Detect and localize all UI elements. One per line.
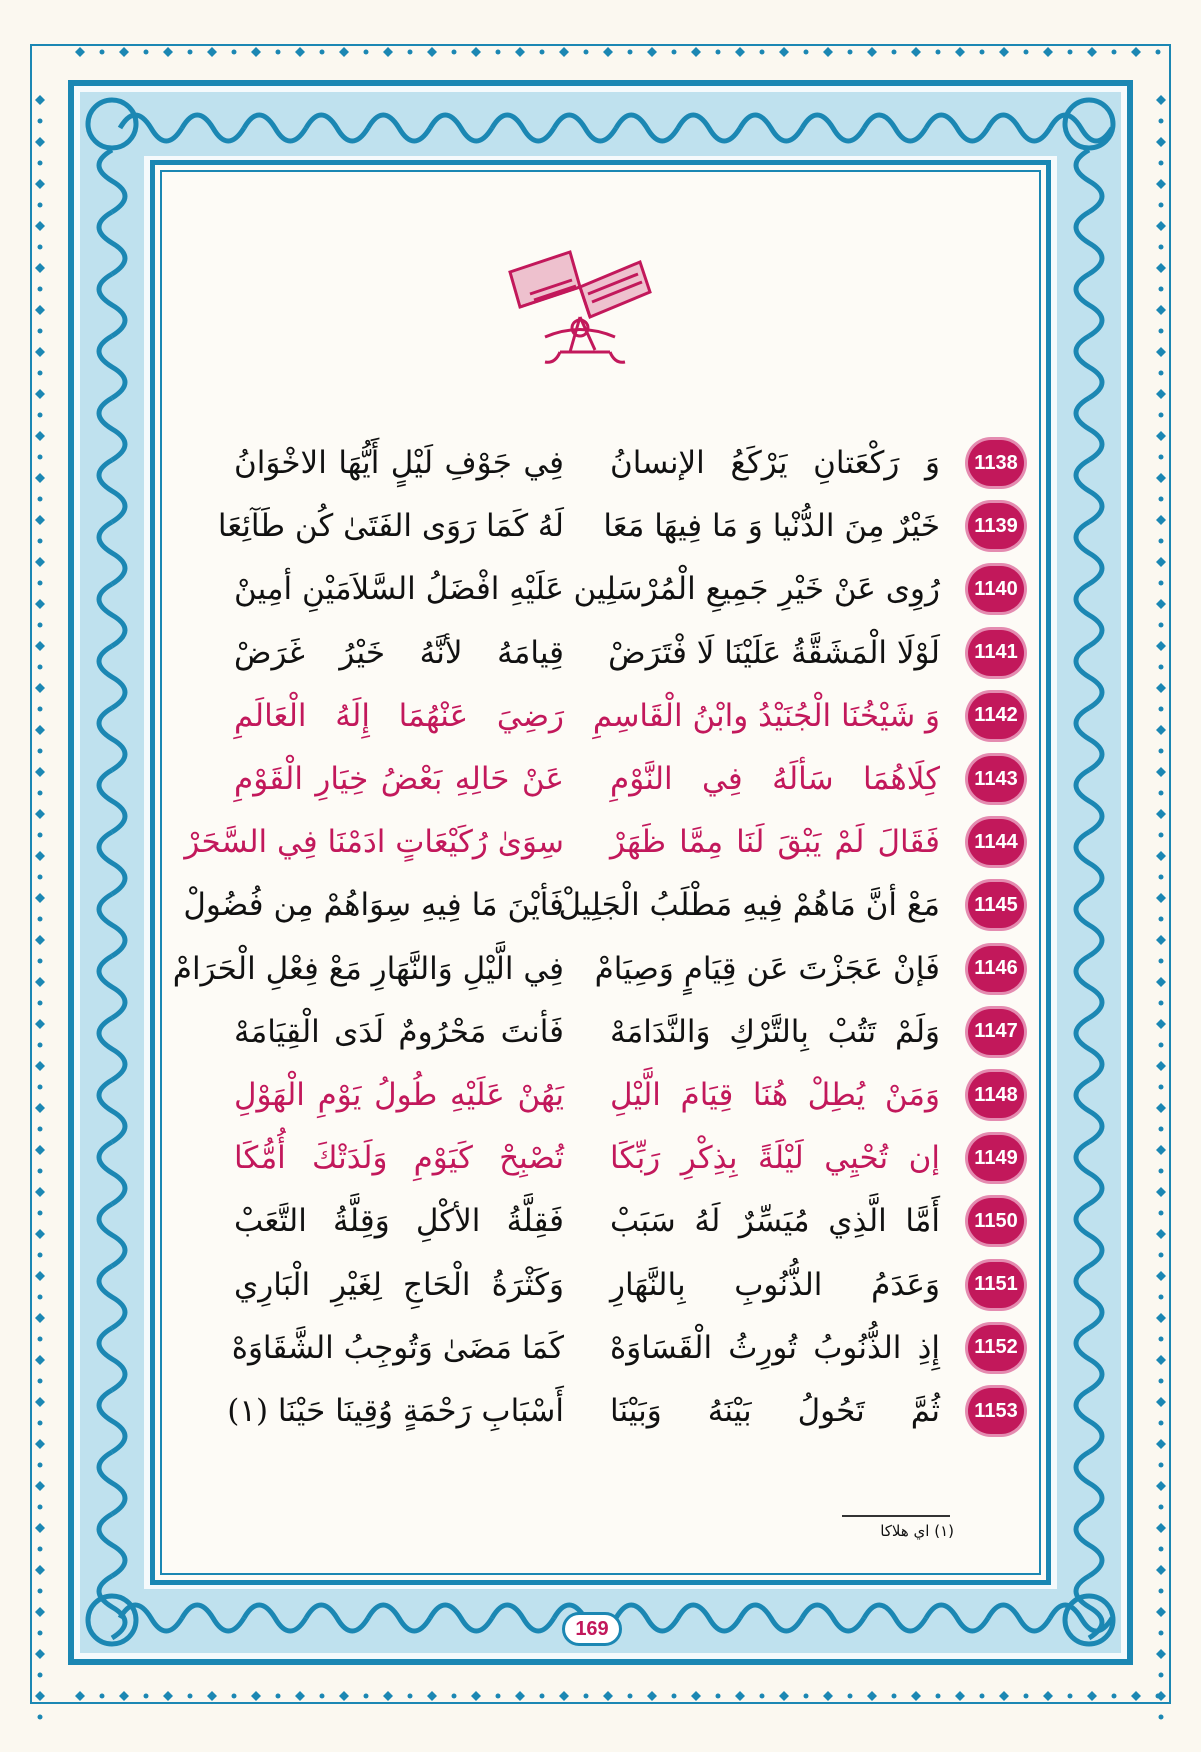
footnote: (١) اي هلاكا [880, 1522, 954, 1540]
verse-second-hemistich: تُصْبِحْ كَيَوْمِ وَلَدَتْكَ أُمُّكَا [234, 1140, 564, 1177]
verse-second-hemistich: فَقِلَّةُ الأكْلِ وَقِلَّةُ التَّعَبْ [234, 1203, 564, 1240]
verse-second-hemistich: سِوَىٰ رُكَيْعَاتٍ ادَمْنَا فِي السَّحَرْ [184, 824, 564, 861]
verse-number-badge: 1138 [968, 440, 1024, 486]
verse-number-badge: 1139 [968, 503, 1024, 549]
verse-first-hemistich: فَقَالَ لَمْ يَبْقَ لَنَا مِمَّا ظَهَرْ [610, 824, 940, 861]
verse-line [150, 1262, 1050, 1318]
verse-first-hemistich: فَإنْ عَجَزْتَ عَن قِيَامٍ وَصِيَامْ [594, 950, 940, 987]
verse-first-hemistich: رُوِى عَنْ خَيْرِ جَمِيعِ الْمُرْسَلِين [573, 571, 940, 608]
verse-line [150, 946, 1050, 1002]
verse-number-badge: 1150 [968, 1198, 1024, 1244]
verse-line [150, 1388, 1050, 1444]
verse-second-hemistich: وَكَثْرَةُ الْحَاجِ لِغَيْرِ الْبَارِي [234, 1266, 564, 1303]
verse-second-hemistich: فَأنتَ مَحْرُومٌ لَدَى الْقِيَامَهْ [234, 1013, 564, 1050]
verse-second-hemistich: عَنْ حَالِهِ بَعْضُ خِيَارِ الْقَوْمِ [234, 761, 564, 797]
verse-number-badge: 1147 [968, 1009, 1024, 1055]
verse-second-hemistich: عَلَيْهِ افْضَلُ السَّلاَمَيْنِ أمِينْ [233, 571, 564, 608]
verse-second-hemistich: لَهُ كَمَا رَوَى الفَتَىٰ كُن طَآئِعَا [217, 508, 564, 545]
verse-first-hemistich: إِذِ الذُّنُوبُ تُورِثُ الْقَسَاوَهْ [610, 1329, 940, 1366]
verse-first-hemistich: أَمَّا الَّذِي مُيَسِّرٌ لَهُ سَبَبْ [610, 1203, 940, 1240]
verse-line [150, 756, 1050, 812]
verse-first-hemistich: وَمَنْ يُطِلْ هُنَا قِيَامَ الَّيْلِ [610, 1077, 940, 1113]
verse-first-hemistich: لَوْلَا الْمَشَقَّةُ عَلَيْنَا لَا فْتَرَضْ [608, 634, 940, 671]
verse-line [150, 566, 1050, 622]
verse-number-badge: 1148 [968, 1072, 1024, 1118]
verse-first-hemistich: ثُمَّ تَحُولُ بَيْنَهُ وَبَيْنَا [610, 1393, 940, 1429]
verse-line [150, 693, 1050, 749]
verse-number-badge: 1146 [968, 946, 1024, 992]
verse-number-badge: 1141 [968, 630, 1024, 676]
verse-second-hemistich: قِيامَهُ لأنَّهُ خَيْرُ غَرَضْ [234, 634, 564, 671]
verse-second-hemistich: فِي الَّيْلِ وَالنَّهَارِ مَعْ فِعْلِ الْحَرَامْ [172, 950, 564, 987]
verse-second-hemistich: يَهُنْ عَلَيْهِ طُولُ يَوْمِ الْهَوْلِ [234, 1077, 564, 1113]
verse-first-hemistich: كِلَاهُمَا سَألَهُ فِي النَّوْمِ [610, 761, 940, 797]
verse-number-badge: 1143 [968, 756, 1024, 802]
verse-line [150, 1198, 1050, 1254]
verse-first-hemistich: وَعَدَمُ الذُّنُوبِ بِالنَّهَارِ [610, 1266, 940, 1303]
verse-line [150, 819, 1050, 875]
verse-line [150, 1009, 1050, 1065]
verse-number-badge: 1145 [968, 882, 1024, 928]
verse-line [150, 503, 1050, 559]
verse-number-badge: 1140 [968, 566, 1024, 612]
verse-first-hemistich: مَعْ أنَّ مَاهُمْ فِيهِ مَطْلَبُ الْجَلِيلْ [558, 887, 940, 924]
verse-second-hemistich: فِي جَوْفِ لَيْلٍ أَيُّهَا الاخْوَانُ [234, 445, 564, 481]
verse-second-hemistich: كَمَا مَضَىٰ وَتُوجِبُ الشَّقَاوَهْ [231, 1329, 564, 1366]
verse-first-hemistich: وَ شَيْخُنَا الْجُنَيْدُ وابْنُ الْقَاسِمِ [592, 697, 940, 734]
verse-first-hemistich: وَ رَكْعَتانِ يَرْكَعُ الإنسانُ [610, 445, 940, 481]
verse-second-hemistich: فَأيْنَ مَا فِيهِ سِوَاهُمْ مِن فُضُولْ [183, 887, 564, 924]
verse-first-hemistich: خَيْرٌ مِنَ الدُّنْيا وَ مَا فِيهَا مَعَا [603, 508, 940, 545]
verse-number-badge: 1153 [968, 1388, 1024, 1434]
page-number: 169 [562, 1612, 622, 1646]
verse-first-hemistich: إن تُحْيِي لَيْلَةً بِذِكْرِ رَبِّكَا [610, 1140, 940, 1177]
verse-first-hemistich: وَلَمْ تَتُبْ بِالتَّرْكِ وَالنَّدَامَهْ [610, 1013, 940, 1050]
verse-line [150, 630, 1050, 686]
verse-second-hemistich: رَضِيَ عَنْهُمَا إِلَهُ الْعَالَمِ [234, 697, 564, 734]
verse-number-badge: 1149 [968, 1135, 1024, 1181]
verse-line [150, 1135, 1050, 1191]
verse-line [150, 1072, 1050, 1128]
verse-line [150, 440, 1050, 496]
verse-line [150, 882, 1050, 938]
footnote-rule [842, 1515, 950, 1517]
verse-second-hemistich: أَسْبَابِ رَحْمَةٍ وُقِينَا حَيْنَا (١) [227, 1393, 564, 1429]
verse-number-badge: 1144 [968, 819, 1024, 865]
verse-line [150, 1325, 1050, 1381]
verse-number-badge: 1151 [968, 1262, 1024, 1308]
verse-number-badge: 1152 [968, 1325, 1024, 1371]
quran-stand-icon [500, 232, 660, 372]
verse-number-badge: 1142 [968, 693, 1024, 739]
